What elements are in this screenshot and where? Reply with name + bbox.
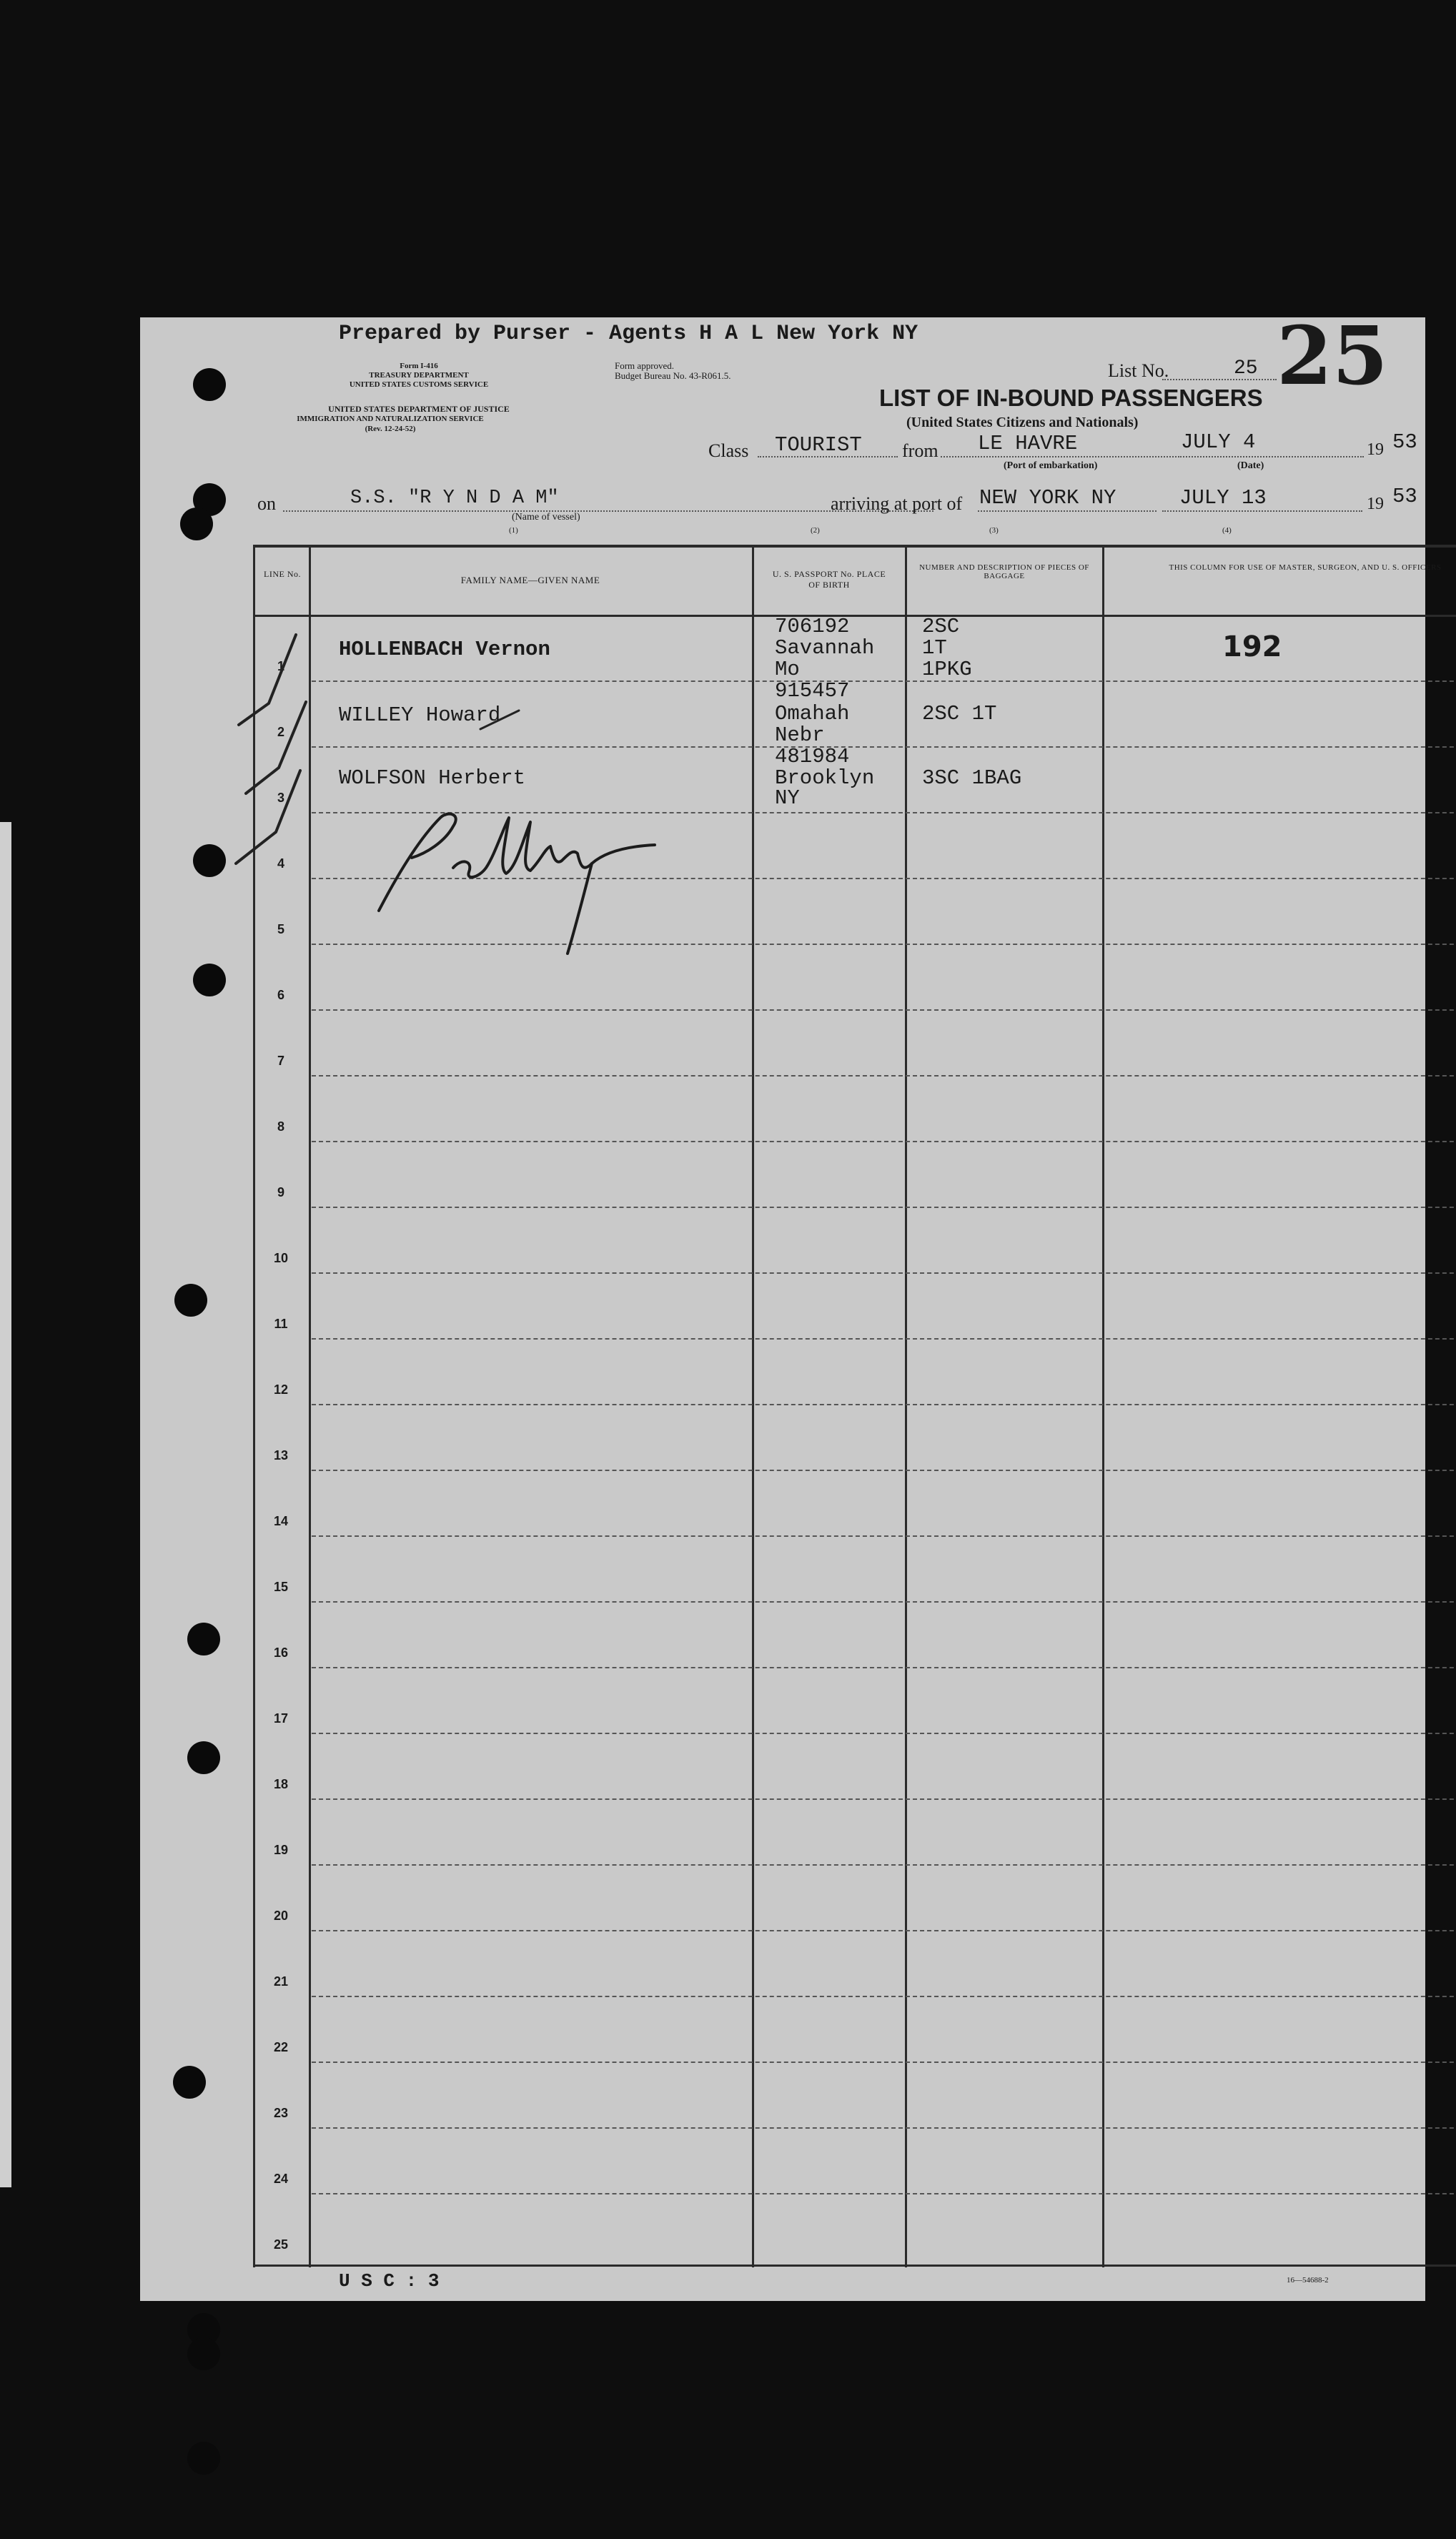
line-number: 14 [273,1514,289,1528]
punch-hole [187,1623,220,1655]
line-number: 3 [277,791,284,805]
form-number: Form I-416 [400,362,438,370]
department-of-justice: UNITED STATES DEPARTMENT OF JUSTICE [328,404,510,414]
line-number: 20 [273,1909,289,1923]
header-officers: THIS COLUMN FOR USE OF MASTER, SURGEON, AND U. S. OFFICERS [1169,563,1442,572]
line-number: 2 [277,725,284,739]
line-number: 1 [277,659,284,673]
treasury-department: TREASURY DEPARTMENT [369,371,469,380]
row-rule [312,1733,1456,1734]
row-rule [312,1470,1456,1471]
row-rule [312,1535,1456,1537]
punch-hole [193,964,226,996]
port-of-embarkation: LE HAVRE [978,432,1078,455]
punch-hole [187,2442,220,2475]
row-rule [312,1667,1456,1668]
port-underline [941,456,1177,457]
row-rule [312,1009,1456,1011]
list-no-label: List No. [1108,360,1169,381]
officer-note: 192 [1222,630,1282,663]
date-underline [1178,456,1364,457]
line-number: 11 [274,1317,288,1331]
year-prefix: 19 [1367,440,1384,459]
punch-hole [174,1284,207,1317]
line-number: 9 [277,1185,284,1199]
customs-service: UNITED STATES CUSTOMS SERVICE [349,380,489,389]
place-of-birth: Brooklyn [775,766,875,790]
line-number: 12 [273,1382,289,1397]
column-divider-baggage [1102,545,1104,2267]
arriving-label: arriving at port of [831,493,963,514]
row-rule [312,1404,1456,1405]
passenger-name: WILLEY Howard [339,703,501,727]
row-rule [312,1996,1456,1997]
header-line-no: LINE No. [264,569,301,579]
line-number: 7 [277,1054,284,1068]
form-code: 16—54688-2 [1287,2276,1329,2285]
row-rule [312,1930,1456,1931]
place-of-birth-state: Nebr [775,723,825,747]
on-label: on [257,493,276,514]
punch-hole [180,508,213,540]
line-number: 22 [273,2040,289,2054]
line-number: 24 [273,2172,289,2186]
class-value: TOURIST [775,433,862,457]
row-rule [312,1864,1456,1866]
place-of-birth-state: NY [775,786,800,810]
table-top-border [254,545,1456,548]
baggage-description: 3SC 1BAG [922,766,1022,790]
vessel-caption: (Name of vessel) [512,512,580,523]
year-prefix: 19 [1367,495,1384,513]
embarkation-year: 53 [1392,430,1417,454]
baggage-description: 2SC [922,615,960,638]
list-no-underline [1162,379,1277,380]
class-underline [758,456,898,457]
punch-hole [173,2066,206,2099]
prepared-by-line: Prepared by Purser - Agents H A L New York NY [339,322,918,346]
form-subtitle: (United States Citizens and Nationals) [906,415,1139,430]
class-label: Class [708,440,749,461]
line-number: 18 [273,1777,289,1791]
line-number: 6 [277,988,284,1002]
row-rule [312,1601,1456,1603]
row-rule [312,2062,1456,2063]
adjacent-page-edge [0,822,11,2187]
column-divider-passport [905,545,907,2267]
arrival-date: JULY 13 [1179,486,1267,510]
column-marker-3: (3) [989,526,999,535]
table-bottom-border [254,2265,1456,2267]
row-rule [312,2193,1456,2194]
arrival-port-underline [978,510,1157,512]
header-baggage: NUMBER AND DESCRIPTION OF PIECES OF BAGGAGE [919,563,1089,580]
passport-number: 481984 [775,745,850,768]
punch-hole [193,844,226,877]
punch-hole [187,1741,220,1774]
passport-number: 706192 [775,615,850,638]
baggage-description: 1T [922,636,947,660]
line-number: 8 [277,1119,284,1134]
baggage-description: 1PKG [922,658,972,681]
line-number: 4 [277,856,284,871]
immigration-service: IMMIGRATION AND NATURALIZATION SERVICE [297,415,484,423]
place-of-birth: Savannah [775,636,875,660]
line-number: 16 [273,1645,289,1660]
column-marker-4: (4) [1222,526,1232,535]
line-number: 10 [273,1251,289,1265]
header-passport: U. S. PASSPORT No. PLACE OF BIRTH [772,569,886,590]
form-title: LIST OF IN-BOUND PASSENGERS [879,385,1263,411]
arrival-year: 53 [1392,485,1417,508]
list-no-stamp: 25 [1277,310,1388,403]
table-header-bottom [254,615,1456,617]
line-number: 5 [277,922,284,936]
line-number: 17 [273,1711,289,1726]
header-name: FAMILY NAME—GIVEN NAME [460,575,600,585]
line-number: 15 [273,1580,289,1594]
row-rule [312,1207,1456,1208]
place-of-birth: Omahah [775,702,850,726]
passenger-manifest-page [140,310,1442,2301]
passenger-name: WOLFSON Herbert [339,766,526,790]
form-approved: Form approved. [615,360,675,371]
list-no-value: 25 [1234,357,1258,380]
line-number: 19 [273,1843,289,1857]
row-rule [312,1798,1456,1800]
date-caption: (Date) [1237,460,1264,471]
column-marker-2: (2) [811,526,820,535]
handwritten-signature [369,789,669,968]
punch-hole [193,368,226,401]
from-label: from [902,440,939,461]
row-rule [312,1272,1456,1274]
line-number: 23 [273,2106,289,2120]
row-rule [312,1338,1456,1340]
passenger-name: HOLLENBACH Vernon [339,638,550,661]
place-of-birth-state: Mo [775,658,800,681]
vessel-name: S.S. "R Y N D A M" [350,487,559,509]
row-rule [312,1141,1456,1142]
usc-count: U S C : 3 [339,2270,440,2292]
line-number: 13 [273,1448,289,1462]
port-caption: (Port of embarkation) [1004,460,1098,471]
arrival-date-underline [1162,510,1362,512]
column-divider-name [752,545,754,2267]
embarkation-date: JULY 4 [1181,430,1256,454]
line-number: 25 [273,2237,289,2252]
baggage-description: 2SC 1T [922,702,997,726]
arrival-port: NEW YORK NY [979,486,1116,510]
line-number: 21 [273,1974,289,1989]
passport-number: 915457 [775,679,850,703]
column-marker-1: (1) [509,526,518,535]
row-rule [312,1075,1456,1077]
punch-hole [187,2337,220,2370]
row-rule [312,2127,1456,2129]
budget-bureau: Budget Bureau No. 43-R061.5. [615,370,731,381]
form-revision: (Rev. 12-24-52) [365,425,416,433]
